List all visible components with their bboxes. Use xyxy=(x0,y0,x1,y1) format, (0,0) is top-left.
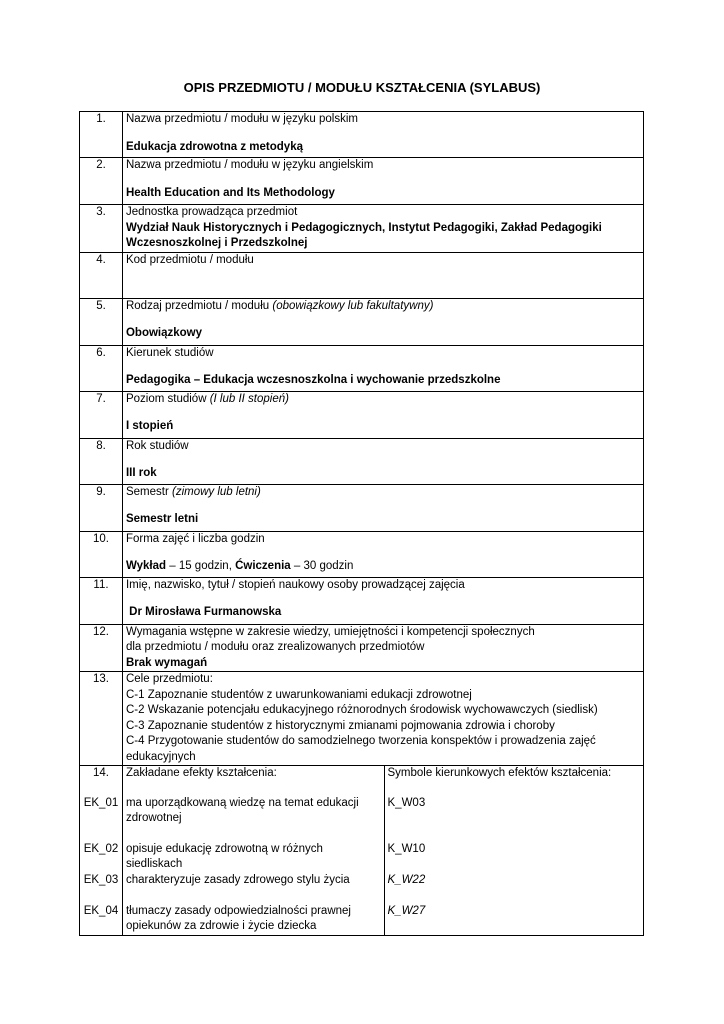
table-row xyxy=(80,158,644,205)
row-value: Wydział Nauk Historycznych i Pedagogicznych, Instytut Pedagogiki, Zakład Pedagogiki Wczesnoszkolnej i Przedszkolnej xyxy=(125,221,602,249)
effect-symbol: K_W03 xyxy=(384,796,644,842)
row-number: 10. xyxy=(80,531,123,577)
goal-item: C-4 Przygotowanie studentów do samodzielnego tworzenia konspektów i prowadzenia zajęć edukacyjnych xyxy=(125,735,596,763)
table-row xyxy=(80,531,644,577)
row-label-note: (I lub II stopień) xyxy=(209,392,289,405)
table-row xyxy=(80,391,644,438)
row-number: 14. xyxy=(80,766,123,796)
effects-header-left: Zakładane efekty kształcenia: xyxy=(122,766,384,796)
row-label: Kierunek studiów xyxy=(125,346,214,359)
table-row xyxy=(80,766,644,796)
row-label: Nazwa przedmiotu / modułu w języku polskim xyxy=(125,113,358,125)
row-number: 7. xyxy=(80,391,123,438)
effect-text: tłumaczy zasady odpowiedzialności prawnej opiekunów za zdrowie i życie dziecka xyxy=(122,904,384,936)
table-row xyxy=(80,205,644,253)
row-value: Brak wymagań xyxy=(125,656,208,669)
row-number: 12. xyxy=(80,624,123,672)
row-number: 9. xyxy=(80,484,123,531)
row-value: Dr Mirosława Furmanowska xyxy=(125,606,282,618)
row-label: Imię, nazwisko, tytuł / stopień naukowy osoby prowadzącej zajęcia xyxy=(125,578,465,591)
row-value: Edukacja zdrowotna z metodyką xyxy=(125,140,303,153)
effect-code: EK_01 xyxy=(80,796,123,842)
row-label-note: (obowiązkowy lub fakultatywny) xyxy=(272,299,434,312)
row-number: 4. xyxy=(80,252,123,298)
row-number: 3. xyxy=(80,205,123,253)
row-label: Cele przedmiotu: xyxy=(125,673,213,685)
row-value: I stopień xyxy=(125,420,174,432)
effect-code: EK_04 xyxy=(80,904,123,936)
row-number: 13. xyxy=(80,672,123,766)
row-label: Wymagania wstępne w zakresie wiedzy, umiejętności i kompetencji społecznych xyxy=(125,625,535,638)
table-row xyxy=(80,796,644,842)
row-value: Obowiązkowy xyxy=(125,327,203,339)
row-label: Kod przedmiotu / modułu xyxy=(125,253,254,266)
goal-item: C-2 Wskazanie potencjału edukacyjnego różnorodnych środowisk wychowawczych (siedlisk) xyxy=(125,704,598,716)
row-value: Health Education and Its Methodology xyxy=(125,186,335,199)
effect-text: opisuje edukację zdrowotną w różnych siedliskach xyxy=(122,842,384,873)
table-row xyxy=(80,484,644,531)
row-label: Jednostka prowadząca przedmiot xyxy=(125,206,298,218)
row-number: 1. xyxy=(80,112,123,158)
effect-code: EK_03 xyxy=(80,873,123,904)
row-number: 5. xyxy=(80,298,123,345)
row-label: Poziom studiów xyxy=(125,392,210,405)
table-row xyxy=(80,873,644,904)
table-row xyxy=(80,904,644,936)
row-value: Wykład – 15 godzin, Ćwiczenia – 30 godzin xyxy=(125,560,354,572)
table-row xyxy=(80,842,644,873)
table-row xyxy=(80,298,644,345)
effect-text: charakteryzuje zasady zdrowego stylu życia xyxy=(122,873,384,904)
row-number: 11. xyxy=(80,577,123,624)
syllabus-table xyxy=(79,111,644,936)
page-title: OPIS PRZEDMIOTU / MODUŁU KSZTAŁCENIA (SYLABUS) xyxy=(183,80,541,95)
table-row xyxy=(80,112,644,158)
row-value: Pedagogika – Edukacja wczesnoszkolna i wychowanie przedszkolne xyxy=(125,374,501,386)
goal-item: C-1 Zapoznanie studentów z uwarunkowaniami edukacji zdrowotnej xyxy=(125,688,472,701)
goal-item: C-3 Zapoznanie studentów z historycznymi zmianami pojmowania zdrowia i choroby xyxy=(125,719,555,732)
table-row xyxy=(80,672,644,766)
row-number: 6. xyxy=(80,345,123,391)
row-label-note: (zimowy lub letni) xyxy=(171,485,261,498)
row-value: Semestr letni xyxy=(125,513,199,525)
table-row xyxy=(80,577,644,624)
table-row xyxy=(80,252,644,298)
effects-header-right: Symbole kierunkowych efektów kształcenia: xyxy=(384,766,644,796)
row-number: 8. xyxy=(80,438,123,484)
effect-code: EK_02 xyxy=(80,842,123,873)
table-row xyxy=(80,438,644,484)
table-row xyxy=(80,624,644,672)
row-label: Rok studiów xyxy=(125,439,189,452)
row-number: 2. xyxy=(80,158,123,205)
row-value: III rok xyxy=(125,467,157,479)
row-label-2: dla przedmiotu / modułu oraz zrealizowanych przedmiotów xyxy=(125,641,425,653)
effect-symbol: K_W22 xyxy=(384,873,644,904)
effect-symbol: K_W10 xyxy=(384,842,644,873)
row-label: Forma zajęć i liczba godzin xyxy=(125,532,265,545)
row-label: Nazwa przedmiotu / modułu w języku angielskim xyxy=(125,159,374,171)
row-label: Rodzaj przedmiotu / modułu xyxy=(125,299,273,312)
row-label: Semestr xyxy=(125,485,172,498)
effect-symbol: K_W27 xyxy=(384,904,644,936)
effect-text: ma uporządkowaną wiedzę na temat edukacji zdrowotnej xyxy=(122,796,384,842)
table-row xyxy=(80,345,644,391)
